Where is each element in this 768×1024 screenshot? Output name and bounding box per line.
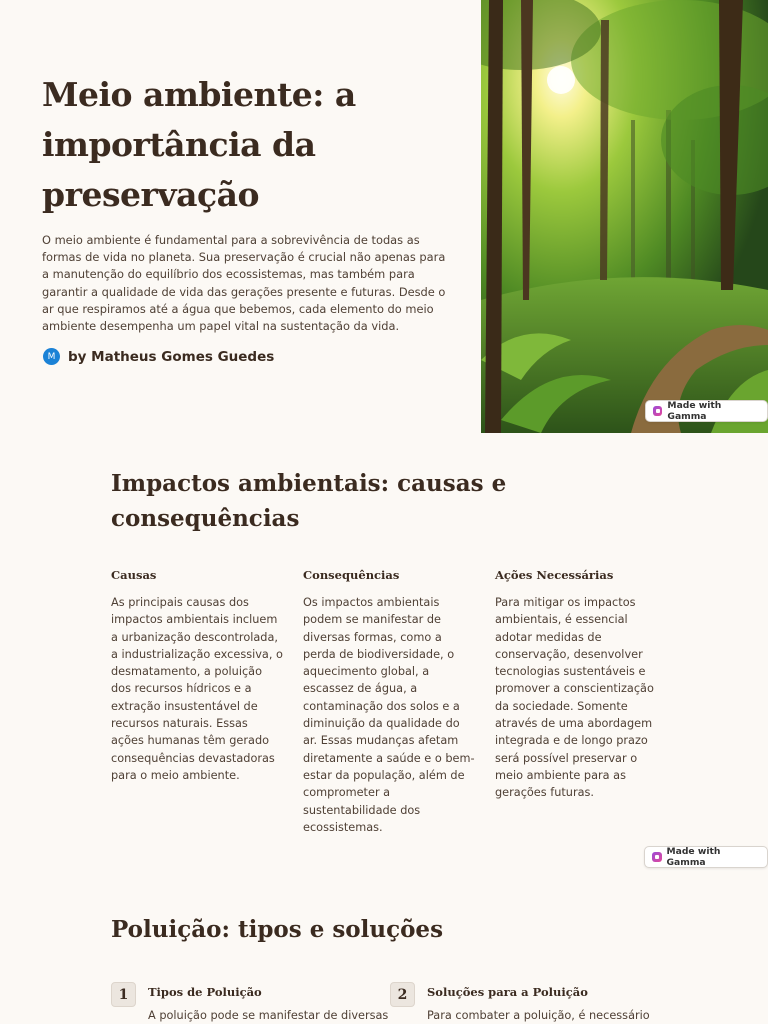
badge-label: Made with Gamma xyxy=(666,846,721,868)
gamma-logo-icon xyxy=(653,406,662,416)
hero-description: O meio ambiente é fundamental para a sobrevivência de todas as formas de vida no planeta. Sua preservação é crucial não apenas para a manutenção do equilíbrio dos ecossistemas, mas também para garantir a qualidade de vida das gerações presente e futuras. Desde o ar que respiramos até a água que bebemos, cada elemento do meio ambiente desempenha um papel vital na sustentação da vida. xyxy=(42,233,446,334)
column-title: Consequências xyxy=(303,568,400,582)
author-byline[interactable] xyxy=(43,348,274,365)
page-title: Meio ambiente: a importância da preservação xyxy=(42,75,356,214)
step-text: A poluição pode se manifestar de diversas xyxy=(148,1009,389,1022)
impacts-title: Impactos ambientais: causas e consequências xyxy=(111,470,507,532)
column-title: Causas xyxy=(111,568,157,582)
column-acoes xyxy=(495,566,667,802)
column-text: Os impactos ambientais podem se manifestar de diversas formas, como a perda de biodiversidade, o aquecimento global, a escassez de água, a contaminação dos solos e a diminuição da qualidade do ar. Essas mudanças afetam diretamente a saúde e o bem-estar da população, além de comprometer a sustentabilidade dos ecossistemas. xyxy=(303,596,475,834)
step-text: Para combater a poluição, é necessário xyxy=(427,1009,650,1022)
step-item xyxy=(390,982,650,1024)
column-title: Ações Necessárias xyxy=(495,568,614,582)
column-text: Para mitigar os impactos ambientais, é essencial adotar medidas de conservação, desenvolver tecnologias sustentáveis e promover a conscientização da sociedade. Somente através de uma abordagem integrada e de longo prazo será possível preservar o meio ambiente para as gerações futuras. xyxy=(495,596,654,800)
column-text: As principais causas dos impactos ambientais incluem a urbanização descontrolada, a industrialização excessiva, o desmatamento, a poluição dos recursos hídricos e a extração insustentável de recursos naturais. Essas ações humanas têm gerado consequências devastadoras para o meio ambiente. xyxy=(111,596,283,782)
avatar: M xyxy=(43,348,60,365)
author-name: by Matheus Gomes Guedes xyxy=(68,348,275,365)
step-title: Soluções para a Poluição xyxy=(427,985,588,999)
badge-label: Made with Gamma xyxy=(667,400,722,422)
gamma-logo-icon xyxy=(652,852,662,862)
hero-section xyxy=(0,0,768,433)
forest-photo xyxy=(481,0,768,433)
forest-illustration xyxy=(481,0,768,433)
column-causas xyxy=(111,566,283,784)
step-number: 1 xyxy=(111,982,136,1007)
column-consequencias xyxy=(303,566,475,836)
step-title: Tipos de Poluição xyxy=(148,985,262,999)
step-number: 2 xyxy=(390,982,415,1007)
made-with-gamma-badge[interactable] xyxy=(645,400,768,422)
step-item xyxy=(111,982,388,1024)
made-with-gamma-badge[interactable] xyxy=(644,846,768,868)
pollution-title: Poluição: tipos e soluções xyxy=(111,916,444,943)
